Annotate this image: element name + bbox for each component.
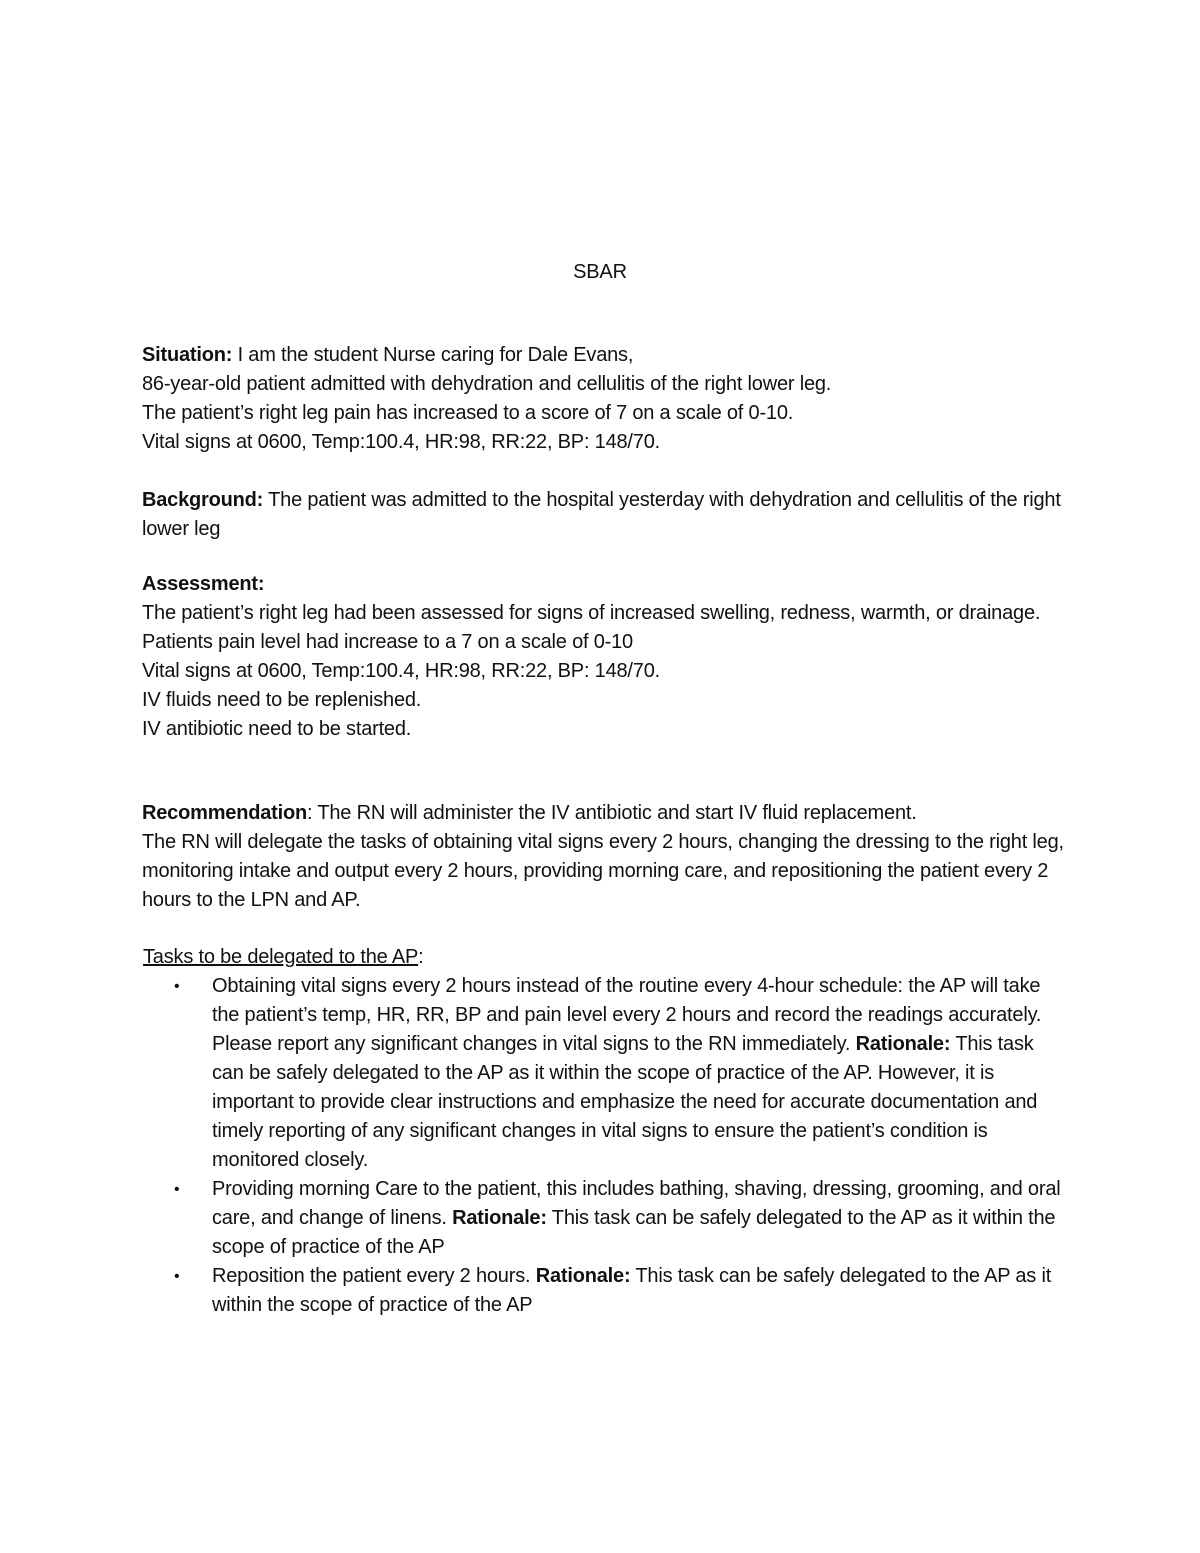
background-text: The patient was admitted to the hospital yesterday with dehydration and cellulitis of the right lower leg <box>142 489 1061 540</box>
rationale-text: This task can be safely delegated to the AP as it within the scope of practice of the AP <box>212 1265 1052 1316</box>
rationale-label: Rationale: <box>452 1207 547 1229</box>
bullet-icon: • <box>174 1181 180 1198</box>
situation-label: Situation: <box>142 344 233 366</box>
assessment-label: Assessment: <box>142 573 265 595</box>
document-title: SBAR <box>573 261 627 283</box>
task-text: Obtaining vital signs every 2 hours instead of the routine every 4-hour schedule: the AP will take the patient’s temp, HR, RR, BP and pain level every 2 hours and record the readings accurately. Please report any significant changes in vital signs to the RN immediately. <box>212 975 1042 1055</box>
situation-line-2: 86-year-old patient admitted with dehydration and cellulitis of the right lower leg. <box>142 373 832 395</box>
recommendation-section <box>142 799 1067 915</box>
recommendation-label: Recommendation <box>142 802 308 824</box>
recommendation-text-1: The RN will administer the IV antibiotic and start IV fluid replacement. <box>312 802 917 824</box>
tasks-section <box>142 943 1067 1320</box>
assessment-line-5: IV antibiotic need to be started. <box>142 718 412 740</box>
assessment-line-4: IV fluids need to be replenished. <box>142 689 422 711</box>
rationale-label: Rationale: <box>535 1265 631 1287</box>
assessment-section <box>142 570 1067 744</box>
assessment-line-1: The patient’s right leg had been assessed for signs of increased swelling, redness, warmth, or drainage. <box>142 602 1041 624</box>
recommendation-text-2: The RN will delegate the tasks of obtaining vital signs every 2 hours, changing the dressing to the right leg, monitoring intake and output every 2 hours, providing morning care, and repositioning the patient every 2 hours to the LPN and AP. <box>142 831 1064 911</box>
rationale-label: Rationale: <box>855 1033 951 1055</box>
rationale-text: This task can be safely delegated to the AP as it within the scope of practice of the AP. However, it is important to provide clear instructions and emphasize the need for accurate documentation and timely reporting of any significant changes in vital signs to ensure the patient’s condition is monitored closely. <box>212 1033 1038 1171</box>
assessment-line-3: Vital signs at 0600, Temp:100.4, HR:98, RR:22, BP: 148/70. <box>142 660 660 682</box>
assessment-line-2: Patients pain level had increase to a 7 on a scale of 0-10 <box>142 631 633 653</box>
situation-section <box>142 341 1067 457</box>
tasks-list <box>142 972 1067 1320</box>
situation-line-3: The patient’s right leg pain has increased to a score of 7 on a scale of 0-10. <box>142 402 794 424</box>
recommendation-line-1 <box>142 799 1067 828</box>
tasks-heading <box>143 943 1067 972</box>
tasks-heading-suffix: : <box>418 946 424 968</box>
situation-text-1: I am the student Nurse caring for Dale Evans, <box>232 344 634 366</box>
list-item <box>142 1262 1067 1320</box>
list-item <box>142 972 1067 1175</box>
bullet-icon: • <box>174 978 180 995</box>
tasks-heading-text: Tasks to be delegated to the AP <box>143 946 419 968</box>
background-label: Background: <box>142 489 264 511</box>
bullet-icon: • <box>174 1268 180 1285</box>
situation-line-4: Vital signs at 0600, Temp:100.4, HR:98, RR:22, BP: 148/70. <box>142 431 660 453</box>
rationale-text: This task can be safely delegated to the AP as it within the scope of practice of the AP <box>212 1207 1056 1258</box>
list-item <box>142 1175 1067 1262</box>
situation-line-1 <box>142 341 1067 370</box>
task-text: Providing morning Care to the patient, this includes bathing, shaving, dressing, grooming, and oral care, and change of linens. <box>212 1178 1061 1229</box>
background-section <box>142 486 1067 544</box>
document-body <box>142 258 1067 1320</box>
task-text: Reposition the patient every 2 hours. <box>212 1265 536 1287</box>
recommendation-colon: : <box>307 802 313 824</box>
